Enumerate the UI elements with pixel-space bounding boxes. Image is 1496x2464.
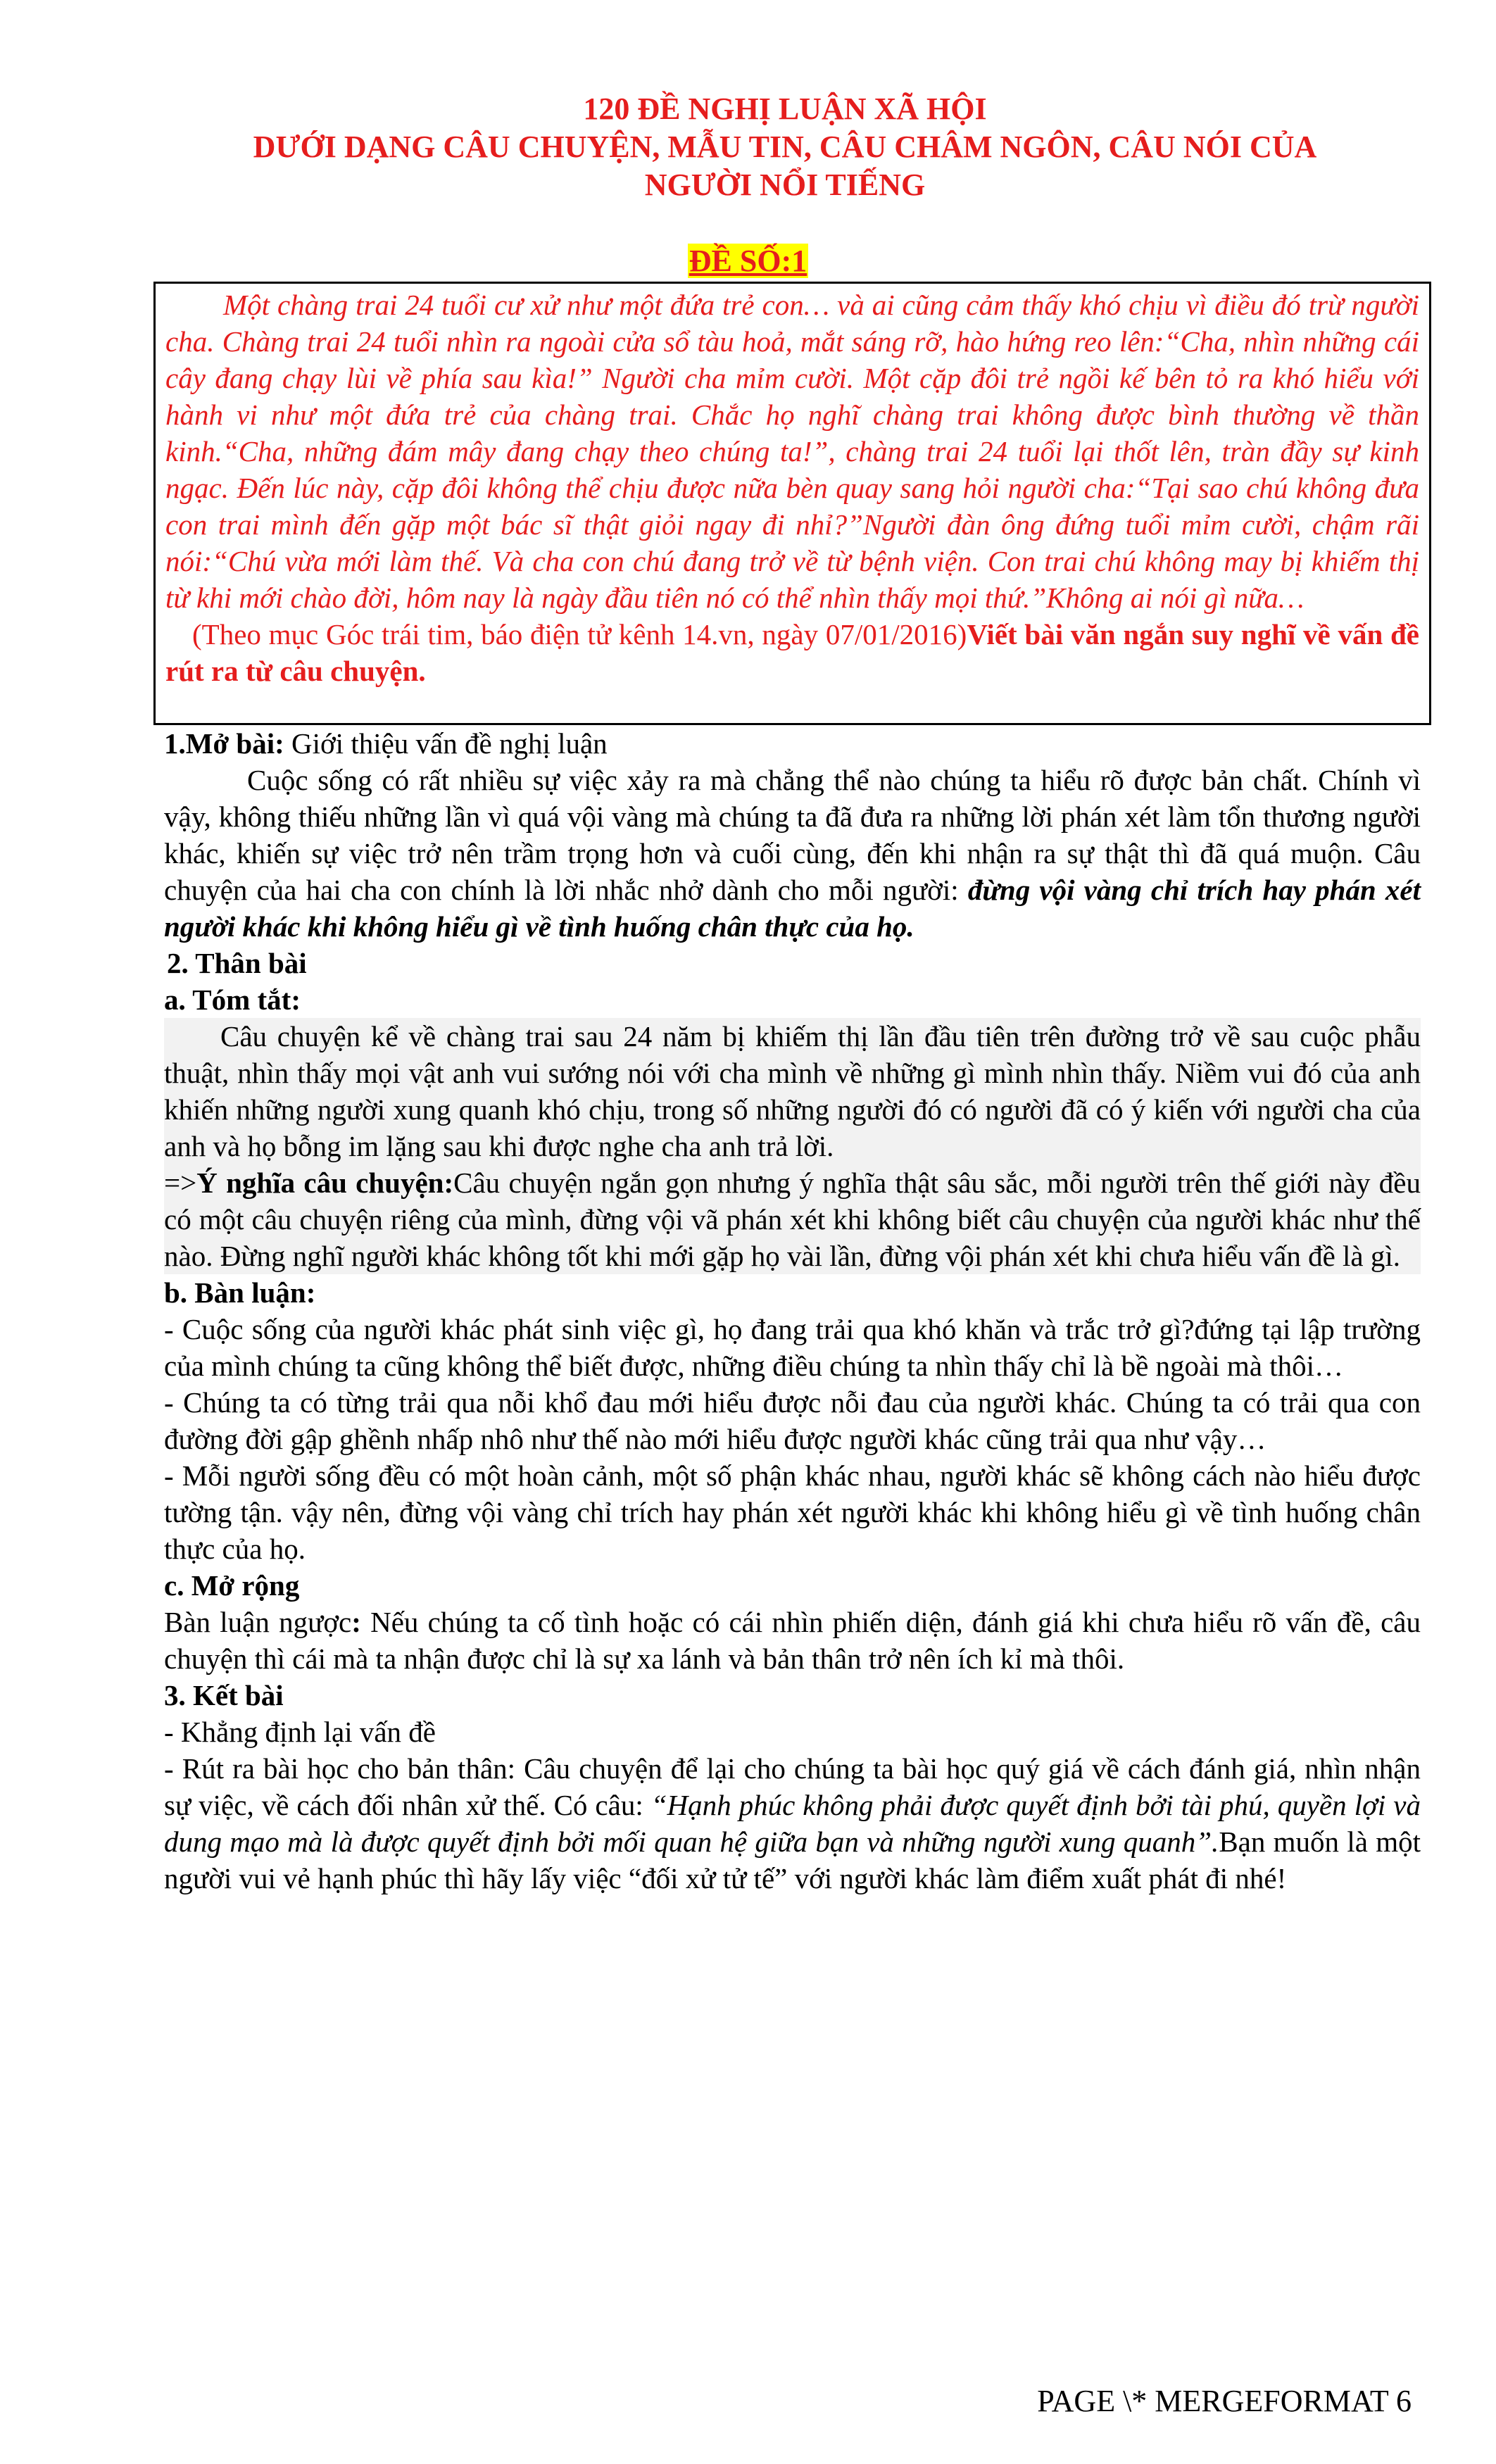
ban-luan-heading: b. Bàn luận: <box>164 1276 316 1309</box>
mo-rong-text: Nếu chúng ta cố tình hoặc có cái nhìn phiến diện, đánh giá khi chưa hiểu rõ vấn đề, câu chuyện thì cái mà ta nhận được chỉ là sự xa lánh và bản thân trở nên ích kỉ mà thôi. <box>164 1606 1421 1675</box>
ket-bai-item-2-text: - Rút ra bài học cho bản thân: Câu chuyện để lại cho chúng ta bài học quý giá về cách đánh giá, nhìn nhận sự việc, về cách đối nhân xử thế. Có câu: <box>164 1752 1421 1821</box>
ban-luan-item-3: - Mỗi người sống đều có một hoàn cảnh, một số phận khác nhau, người khác sẽ không cách nào hiểu được tường tận. vậy nên, đừng vội vàng chỉ trích hay phán xét người khác khi không hiểu gì về tình huống chân thực của họ. <box>164 1459 1421 1565</box>
tom-tat-paragraph: Câu chuyện kể về chàng trai sau 24 năm bị khiếm thị lần đầu tiên trên đường trở về sau cuộc phẫu thuật, nhìn thấy mọi vật anh vui sướng nói với cha mình về những gì mình nhìn thấy. Niềm vui đó của anh khiến những người xung quanh khó chịu, trong số những người đó có người đã có ý kiến với người cha của anh và họ bỗng im lặng sau khi được nghe cha anh trả lời. <box>164 1018 1421 1164</box>
mo-bai-paragraph <box>164 762 1421 945</box>
story-box <box>153 282 1431 725</box>
mo-rong-heading: c. Mở rộng <box>164 1569 300 1602</box>
ket-bai-item-2 <box>164 1750 1421 1897</box>
mo-bai-label: 1.Mở bài: <box>164 727 284 760</box>
story-text: Một chàng trai 24 tuổi cư xử như một đứa trẻ con… và ai cũng cảm thấy khó chịu vì điều đó trừ người cha. Chàng trai 24 tuổi nhìn ra ngoài cửa sổ tàu hoả, mắt sáng rỡ, hào hứng reo lên:“Cha, nhìn những cái cây đang chạy lùi về phía sau kìa!” Người cha mỉm cười. Một cặp đôi trẻ ngồi kế bên tỏ ra khó hiểu với hành vi như một đứa trẻ của chàng trai. Chắc họ nghĩ chàng trai không được bình thường về thần kinh.“Cha, những đám mây đang chạy theo chúng ta!”, chàng trai 24 tuổi lại thốt lên, tràn đầy sự kinh ngạc. Đến lúc này, cặp đôi không thể chịu được nữa bèn quay sang hỏi người cha:“Tại sao chú không đưa con trai mình đến gặp một bác sĩ thật giỏi ngay đi nhỉ?”Người đàn ông đứng tuổi mỉm cười, chậm rãi nói:“Chú vừa mới làm thế. Và cha con chú đang trở về từ bệnh viện. Con trai chú không may bị khiếm thị từ khi mới chào đời, hôm nay là ngày đầu tiên nó có thể nhìn thấy mọi thứ.”Không ai nói gì nữa… <box>165 289 1419 614</box>
ket-bai-item-2-closing: Bạn muốn là một người vui vẻ hạnh phúc thì hãy lấy việc “đối xử tử tế” với người khác làm điểm xuất phát đi nhé! <box>164 1825 1421 1894</box>
story-source <box>165 616 1419 689</box>
mo-bai-desc: Giới thiệu vấn đề nghị luận <box>284 727 608 760</box>
mo-bai-emphasis: đừng vội vàng chỉ trích hay phán xét người khác khi không hiểu gì về tình huống chân thực của họ. <box>164 874 1421 943</box>
ket-bai-heading: 3. Kết bài <box>164 1679 284 1711</box>
exam-number-label: ĐỀ SỐ:1 <box>689 244 807 278</box>
doc-title-line1: 120 ĐỀ NGHỊ LUẬN XÃ HỘI <box>583 92 987 126</box>
page-footer-field: PAGE \* MERGEFORMAT 6 <box>1037 2384 1412 2418</box>
ban-luan-item-1: - Cuộc sống của người khác phát sinh việc gì, họ đang trải qua khó khăn và trắc trở gì?đứng tại lập trường của mình chúng ta cũng không thể biết được, những điều chúng ta nhìn thấy chỉ là bề ngoài mà thôi… <box>164 1313 1421 1382</box>
ket-bai-item-1: - Khẳng định lại vấn đề <box>164 1716 436 1748</box>
mo-rong-colon: : <box>351 1606 361 1638</box>
ban-luan-item-2: - Chúng ta có từng trải qua nỗi khổ đau mới hiểu được nỗi đau của người khác. Chúng ta có trải qua con đường đời gập ghềnh nhấp nhô như thế nào mới hiểu được người khác cũng trải qua như vậy… <box>164 1386 1421 1455</box>
source-citation: (Theo mục Góc trái tim, báo điện tử kênh 14.vn, ngày 07/01/2016) <box>192 618 967 650</box>
y-nghia-arrow: => <box>164 1167 197 1199</box>
mo-bai-text: Cuộc sống có rất nhiều sự việc xảy ra mà chẳng thể nào chúng ta hiểu rõ được bản chất. Chính vì vậy, không thiếu những lần vì quá vội vàng mà chúng ta đã đưa ra những lời phán xét làm tổn thương người khác, khiến sự việc trở nên trầm trọng hơn và cuối cùng, đến khi nhận ra sự thật thì đã quá muộn. Câu chuyện của hai cha con chính là lời nhắc nhở dành cho mỗi người: <box>164 764 1421 906</box>
y-nghia-text: Câu chuyện ngắn gọn nhưng ý nghĩa thật sâu sắc, mỗi người trên thế giới này đều có một câu chuyện riêng của mình, đừng vội vã phán xét khi không biết câu chuyện của người khác như thế nào. Đừng nghĩ người khác không tốt khi mới gặp họ vài lần, đừng vội phán xét khi chưa hiểu vấn đề là gì. <box>164 1167 1421 1272</box>
exam-number <box>0 243 1496 279</box>
doc-title-line2: DƯỚI DẠNG CÂU CHUYỆN, MẪU TIN, CÂU CHÂM NGÔN, CÂU NÓI CỦA <box>253 130 1317 164</box>
writing-task: Viết bài văn ngắn suy nghĩ về vấn đề rút ra từ câu chuyện. <box>165 618 1420 687</box>
than-bai-heading: 2. Thân bài <box>167 947 307 979</box>
mo-rong-label: Bàn luận ngược <box>164 1606 352 1638</box>
tom-tat-heading: a. Tóm tắt: <box>164 983 301 1016</box>
mo-bai-heading <box>164 725 1421 762</box>
answer-body <box>164 725 1421 1897</box>
ket-bai-quote: “Hạnh phúc không phải được quyết định bởi tài phú, quyền lợi và dung mạo mà là được quyết định bởi mối quan hệ giữa bạn và những người xung quanh”. <box>164 1789 1421 1858</box>
mo-rong-paragraph <box>164 1604 1421 1677</box>
y-nghia-label: Ý nghĩa câu chuyện: <box>196 1167 454 1199</box>
doc-title-line3: NGƯỜI NỔI TIẾNG <box>644 168 926 202</box>
y-nghia-paragraph <box>164 1164 1421 1274</box>
